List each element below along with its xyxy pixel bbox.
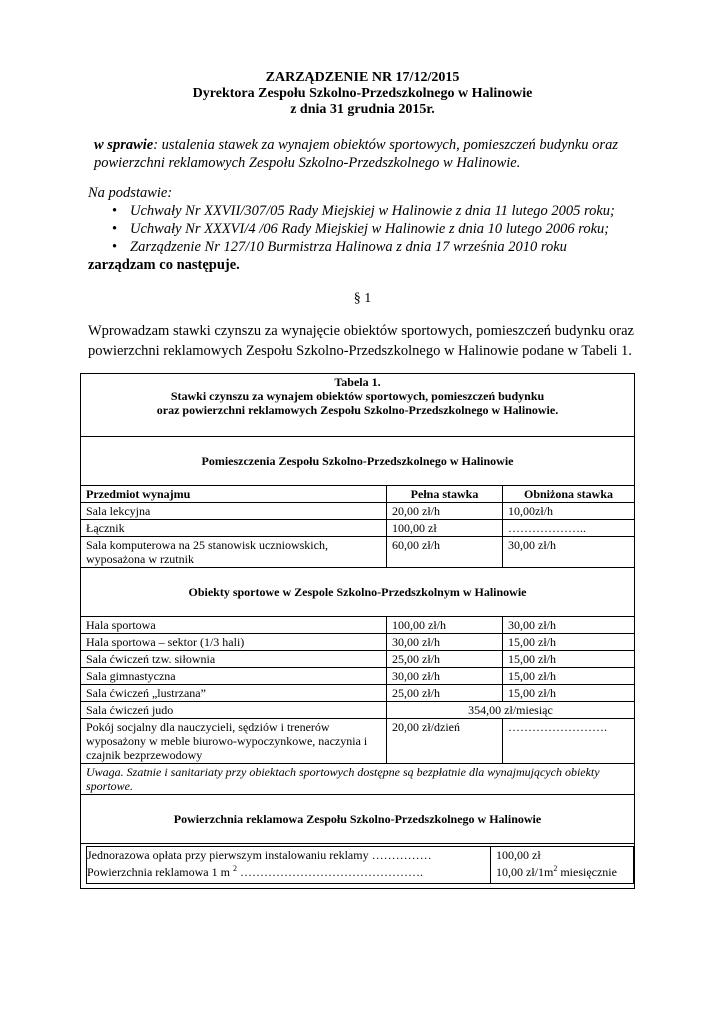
- row-reduced-rate: 10,00zł/h: [503, 503, 635, 520]
- row-full-rate: 100,00 zł: [387, 520, 503, 537]
- subject-paragraph: [94, 136, 654, 172]
- basis-item: • Zarządzenie Nr 127/10 Burmistrza Halinowa z dnia 17 września 2010 roku: [130, 238, 668, 256]
- document-header: [0, 70, 725, 118]
- table-row: [81, 617, 635, 634]
- decree-statement: zarządzam co następuje.: [88, 257, 240, 273]
- ad-install-fee-value: 100,00 zł: [496, 848, 541, 862]
- table-row: [81, 685, 635, 702]
- basis-item: • Uchwały Nr XXVII/307/05 Rady Miejskiej w Halinowie z dnia 11 lutego 2005 roku;: [130, 202, 668, 220]
- header-title: ZARZĄDZENIE NR 17/12/2015: [265, 70, 460, 85]
- row-reduced-rate: 15,00 zł/h: [503, 685, 635, 702]
- row-item: Sala ćwiczeń judo: [81, 702, 387, 719]
- header-date: z dnia 31 grudnia 2015r.: [290, 102, 435, 117]
- basis-label: Na podstawie:: [88, 185, 173, 201]
- row-reduced-rate: 15,00 zł/h: [503, 634, 635, 651]
- row-full-rate: 20,00 zł/h: [387, 503, 503, 520]
- section-sports-heading: Obiekty sportowe w Zespole Szkolno-Przedszkolnym w Halinowie: [81, 568, 635, 617]
- row-full-rate: 100,00 zł/h: [387, 617, 503, 634]
- ad-area-label: Powierzchnia reklamowa 1 m $^2$ ……………………………………….: [87, 864, 423, 879]
- ads-values: [491, 847, 634, 884]
- row-full-rate: 25,00 zł/h: [387, 685, 503, 702]
- row-reduced-rate: …………………….: [503, 719, 635, 764]
- rates-table: [80, 373, 635, 889]
- row-item: Sala gimnastyczna: [81, 668, 387, 685]
- subject-lead: w sprawie: [94, 137, 154, 153]
- row-full-rate: 30,00 zł/h: [387, 634, 503, 651]
- table-header-row: [81, 486, 635, 503]
- legal-basis: [88, 184, 668, 274]
- ad-install-fee-label: Jednorazowa opłata przy pierwszym instalowaniu reklamy ……………: [87, 848, 432, 862]
- table-row: [81, 651, 635, 668]
- row-item: Sala ćwiczeń tzw. siłownia: [81, 651, 387, 668]
- section-ads-heading: Powierzchnia reklamowa Zespołu Szkolno-Przedszkolnego w Halinowie: [81, 795, 635, 844]
- row-item: Łącznik: [81, 520, 387, 537]
- intro-text: Wprowadzam stawki czynszu za wynajęcie obiektów sportowych, pomieszczeń budynku oraz powierzchni reklamowych Zespołu Szkolno-Przedszkolnego w Halinowie podane w Tabeli 1.: [88, 323, 634, 359]
- subject-text: : ustalenia stawek za wynajem obiektów sportowych, pomieszczeń budynku oraz powierzchni reklamowych Zespołu Szkolno-Przedszkolnego w Halinowie.: [94, 137, 618, 171]
- col-header-item: Przedmiot wynajmu: [81, 486, 387, 503]
- row-reduced-rate: 15,00 zł/h: [503, 651, 635, 668]
- row-reduced-rate: 15,00 zł/h: [503, 668, 635, 685]
- table-title-cell: [81, 374, 635, 437]
- row-full-rate: 20,00 zł/dzień: [387, 719, 503, 764]
- row-item: Hala sportowa: [81, 617, 387, 634]
- table-row: [81, 702, 635, 719]
- section-rooms-heading: Pomieszczenia Zespołu Szkolno-Przedszkolnego w Halinowie: [81, 437, 635, 486]
- table-number: Tabela 1.: [334, 375, 381, 389]
- table-row: [81, 719, 635, 764]
- col-header-full-rate: Pełna stawka: [387, 486, 503, 503]
- row-item: Pokój socjalny dla nauczycieli, sędziów i trenerów wyposażony w meble biurowo-wypoczynkowe, naczynia i czajnik bezprzewodowy: [81, 719, 387, 764]
- basis-list: [88, 202, 668, 256]
- ads-rates: [86, 846, 634, 884]
- row-reduced-rate: ………………..: [503, 520, 635, 537]
- row-full-rate: 30,00 zł/h: [387, 668, 503, 685]
- row-monthly-rate: 354,00 zł/miesiąc: [387, 702, 635, 719]
- table-caption-line1: Stawki czynszu za wynajem obiektów sportowych, pomieszczeń budynku: [170, 389, 545, 403]
- header-issuer: Dyrektora Zespołu Szkolno-Przedszkolnego w Halinowie: [192, 86, 533, 101]
- ads-labels: [87, 847, 491, 884]
- row-item: Sala lekcyjna: [81, 503, 387, 520]
- row-full-rate: 25,00 zł/h: [387, 651, 503, 668]
- row-reduced-rate: 30,00 zł/h: [503, 537, 635, 568]
- ad-area-value: 10,00 $zł/1m^2$ miesięcznie: [496, 864, 617, 879]
- paragraph-mark: § 1: [353, 291, 372, 306]
- table-row: [81, 668, 635, 685]
- col-header-reduced-rate: Obniżona stawka: [503, 486, 635, 503]
- table-row: [81, 503, 635, 520]
- table-caption-line2: oraz powierzchni reklamowych Zespołu Szkolno-Przedszkolnego w Halinowie.: [156, 403, 559, 417]
- table-row: [81, 537, 635, 568]
- ads-cell: [81, 844, 635, 889]
- row-item: Sala ćwiczeń „lustrzana”: [81, 685, 387, 702]
- basis-item: • Uchwały Nr XXXVI/4 /06 Rady Miejskiej w Halinowie z dnia 10 lutego 2006 roku;: [130, 220, 668, 238]
- table-row: [81, 634, 635, 651]
- row-item: Hala sportowa – sektor (1/3 hali): [81, 634, 387, 651]
- row-full-rate: 60,00 zł/h: [387, 537, 503, 568]
- table-note: Uwaga. Szatnie i sanitariaty przy obiektach sportowych dostępne są bezpłatnie dla wynajmujących obiekty sportowe.: [81, 764, 635, 795]
- table-row: [81, 520, 635, 537]
- row-item: Sala komputerowa na 25 stanowisk uczniowskich, wyposażona w rzutnik: [81, 537, 387, 568]
- row-reduced-rate: 30,00 zł/h: [503, 617, 635, 634]
